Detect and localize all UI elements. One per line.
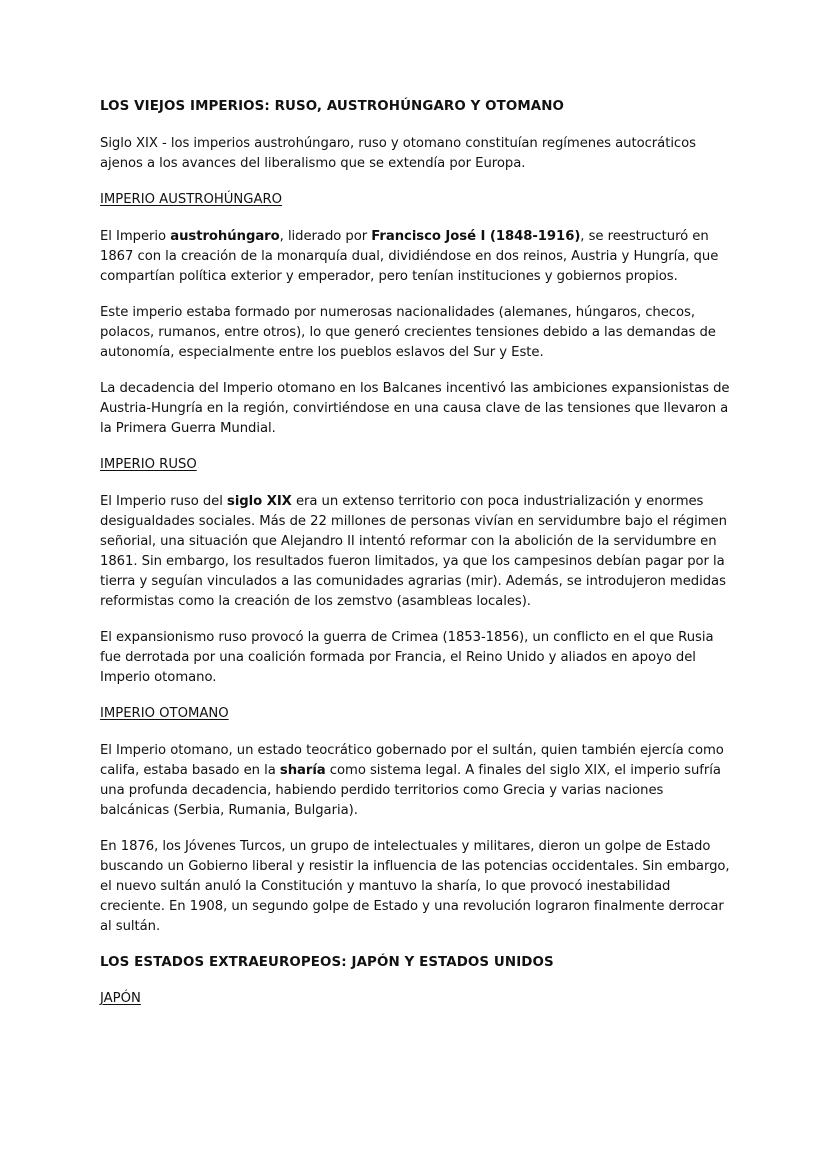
text-run: El Imperio <box>100 229 171 244</box>
text-run: era un extenso territorio con poca industrialización y enormes desigualdades sociales. Más de 22 millones de personas vivían en servidumbre bajo el régimen señorial, una situación que Alejandro II intentó reformar con la abolición de la servidumbre en 1861. Sin embargo, los resultados fueron limitados, ya que los campesinos debían pagar por la tierra y seguían vinculados a las comunidades agrarias (mir). Además, se introdujeron medidas reformistas como la creación de los zemstvo (asambleas locales). <box>100 494 727 609</box>
intro-paragraph: Siglo XIX - los imperios austrohúngaro, ruso y otomano constituían regímenes autocráticos ajenos a los avances del liberalismo que se extendía por Europa. <box>100 136 696 171</box>
text-run: , se reestructuró en 1867 con la creación de la monarquía dual, dividiéndose en dos reinos, Austria y Hungría, que compartían política exterior y emperador, pero tenían instituciones y gobiernos propios. <box>100 229 719 284</box>
subheading-austro-hungarian: IMPERIO AUSTROHÚNGARO <box>100 192 283 207</box>
austro-paragraph-1 <box>100 227 732 287</box>
bold-term: siglo XIX <box>227 494 292 509</box>
text-run: como sistema legal. A finales del siglo XIX, el imperio sufría una profunda decadencia, habiendo perdido territorios como Grecia y varias naciones balcánicas (Serbia, Rumania, Bulgaria). <box>100 763 721 818</box>
russian-paragraph-2: El expansionismo ruso provocó la guerra de Crimea (1853-1856), un conflicto en el que Rusia fue derrotada por una coalición formada por Francia, el Reino Unido y aliados en apoyo del Imperio otomano. <box>100 630 714 685</box>
section-title-old-empires: LOS VIEJOS IMPERIOS: RUSO, AUSTROHÚNGARO Y OTOMANO <box>100 99 565 114</box>
ottoman-paragraph-1 <box>100 741 732 821</box>
text-run: , liderado por <box>279 229 372 244</box>
ottoman-paragraph-2: En 1876, los Jóvenes Turcos, un grupo de intelectuales y militares, dieron un golpe de Estado buscando un Gobierno liberal y resistir la influencia de las potencias occidentales. Sin embargo, el nuevo sultán anuló la Constitución y mantuvo la sharía, lo que provocó inestabilidad creciente. En 1908, un segundo golpe de Estado y una revolución lograron finalmente derrocar al sultán. <box>100 839 730 934</box>
austro-paragraph-3: La decadencia del Imperio otomano en los Balcanes incentivó las ambiciones expansionistas de Austria-Hungría en la región, convirtiéndose en una causa clave de las tensiones que llevaron a la Primera Guerra Mundial. <box>100 381 730 436</box>
document-page <box>100 97 732 1026</box>
subheading-ottoman: IMPERIO OTOMANO <box>100 706 229 721</box>
text-run: El Imperio ruso del <box>100 494 228 509</box>
russian-paragraph-1 <box>100 492 732 612</box>
subheading-japan: JAPÓN <box>100 991 141 1006</box>
austro-paragraph-2: Este imperio estaba formado por numerosas nacionalidades (alemanes, húngaros, checos, polacos, rumanos, entre otros), lo que generó crecientes tensiones debido a las demandas de autonomía, especialmente entre los pueblos eslavos del Sur y Este. <box>100 305 716 360</box>
bold-term: austrohúngaro <box>170 229 280 244</box>
bold-term: sharía <box>279 763 326 778</box>
text-run: El Imperio otomano, un estado teocrático gobernado por el sultán, quien también ejercía como califa, estaba basado en la <box>100 743 724 778</box>
section-title-non-european-states: LOS ESTADOS EXTRAEUROPEOS: JAPÓN Y ESTADOS UNIDOS <box>100 955 554 970</box>
subheading-russian: IMPERIO RUSO <box>100 457 197 472</box>
bold-term: Francisco José I (1848-1916) <box>371 229 581 244</box>
